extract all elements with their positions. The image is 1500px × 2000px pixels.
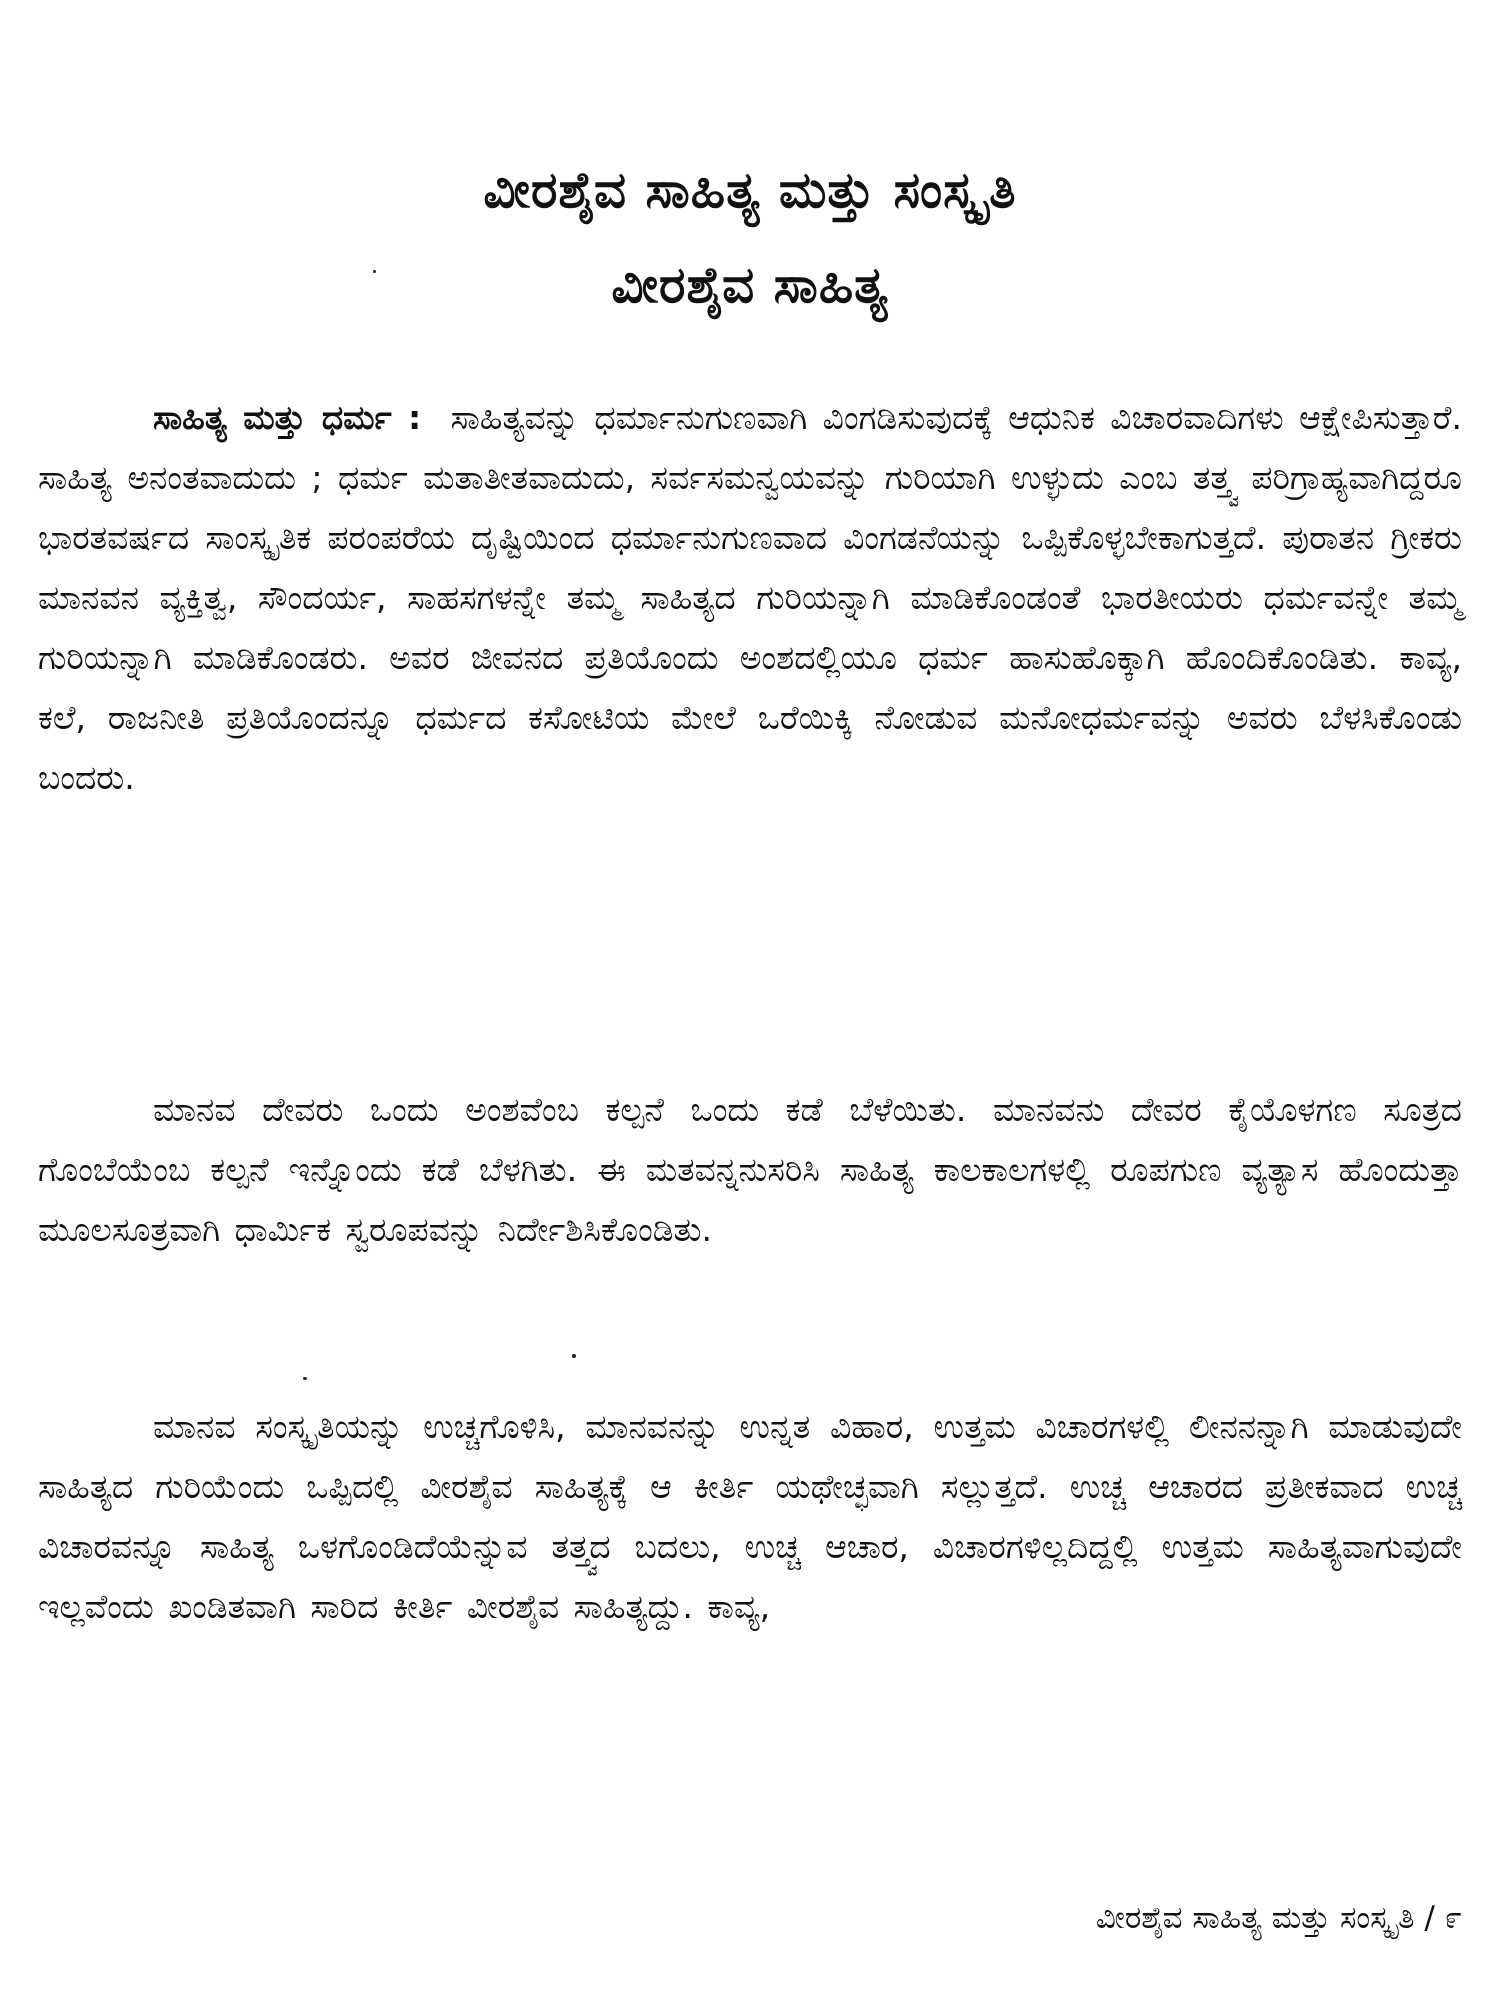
paragraph-1: [38, 388, 1462, 808]
page-footer: ವೀರಶೈವ ಸಾಹಿತ್ಯ ಮತ್ತು ಸಂಸ್ಕೃತಿ / ೯: [1095, 1900, 1462, 1936]
paragraph-lead-heading: ಸಾಹಿತ್ಯ ಮತ್ತು ಧರ್ಮ :: [153, 398, 422, 437]
scan-speck: [572, 1354, 576, 1358]
scan-speck: [373, 270, 376, 273]
paragraph-1-text: ಸಾಹಿತ್ಯವನ್ನು ಧರ್ಮಾನುಗುಣವಾಗಿ ವಿಂಗಡಿಸುವುದಕ್ಕೆ ಆಧುನಿಕ ವಿಚಾರವಾದಿಗಳು ಆಕ್ಷೇಪಿಸುತ್ತಾರೆ. ಸಾಹಿತ್ಯ ಅನಂತವಾದುದು ; ಧರ್ಮ ಮತಾತೀತವಾದುದು, ಸರ್ವಸಮನ್ವಯವನ್ನು ಗುರಿಯಾಗಿ ಉಳ್ಳುದು ಎಂಬ ತತ್ತ್ವ ಪರಿಗ್ರಾಹ್ಯವಾಗಿದ್ದರೂ ಭಾರತವರ್ಷದ ಸಾಂಸ್ಕೃತಿಕ ಪರಂಪರೆಯ ದೃಷ್ಟಿಯಿಂದ ಧರ್ಮಾನುಗುಣವಾದ ವಿಂಗಡನೆಯನ್ನು ಒಪ್ಪಿಕೊಳ್ಳಬೇಕಾಗುತ್ತದೆ. ಪುರಾತನ ಗ್ರೀಕರು ಮಾನವನ ವ್ಯಕ್ತಿತ್ವ, ಸೌಂದರ್ಯ, ಸಾಹಸಗಳನ್ನೇ ತಮ್ಮ ಸಾಹಿತ್ಯದ ಗುರಿಯನ್ನಾಗಿ ಮಾಡಿಕೊಂಡಂತೆ ಭಾರತೀಯರು ಧರ್ಮವನ್ನೇ ತಮ್ಮ ಗುರಿಯನ್ನಾಗಿ ಮಾಡಿಕೊಂಡರು. ಅವರ ಜೀವನದ ಪ್ರತಿಯೊಂದು ಅಂಶದಲ್ಲಿಯೂ ಧರ್ಮ ಹಾಸುಹೊಕ್ಕಾಗಿ ಹೊಂದಿಕೊಂಡಿತು. ಕಾವ್ಯ, ಕಲೆ, ರಾಜನೀತಿ ಪ್ರತಿಯೊಂದನ್ನೂ ಧರ್ಮದ ಕಸೋಟಿಯ ಮೇಲೆ ಒರೆಯಿಕ್ಕಿ ನೋಡುವ ಮನೋಧರ್ಮವನ್ನು ಅವರು ಬೆಳಸಿಕೊಂಡು ಬಂದರು.: [38, 398, 1462, 797]
page-title: ವೀರಶೈವ ಸಾಹಿತ್ಯ ಮತ್ತು ಸಂಸ್ಕೃತಿ: [483, 161, 1017, 219]
paragraph-3: ಮಾನವ ಸಂಸ್ಕೃತಿಯನ್ನು ಉಚ್ಚಗೊಳಿಸಿ, ಮಾನವನನ್ನು ಉನ್ನತ ವಿಹಾರ, ಉತ್ತಮ ವಿಚಾರಗಳಲ್ಲಿ ಲೀನನನ್ನಾಗಿ ಮಾಡುವುದೇ ಸಾಹಿತ್ಯದ ಗುರಿಯೆಂದು ಒಪ್ಪಿದಲ್ಲಿ ವೀರಶೈವ ಸಾಹಿತ್ಯಕ್ಕೆ ಆ ಕೀರ್ತಿ ಯಥೇಚ್ಛವಾಗಿ ಸಲ್ಲುತ್ತದೆ. ಉಚ್ಚ ಆಚಾರದ ಪ್ರತೀಕವಾದ ಉಚ್ಚ ವಿಚಾರವನ್ನೂ ಸಾಹಿತ್ಯ ಒಳಗೊಂಡಿದೆಯೆನ್ನುವ ತತ್ತ್ವದ ಬದಲು, ಉಚ್ಚ ಆಚಾರ, ವಿಚಾರಗಳಿಲ್ಲದಿದ್ದಲ್ಲಿ ಉತ್ತಮ ಸಾಹಿತ್ಯವಾಗುವುದೇ ಇಲ್ಲವೆಂದು ಖಂಡಿತವಾಗಿ ಸಾರಿದ ಕೀರ್ತಿ ವೀರಶೈವ ಸಾಹಿತ್ಯದ್ದು. ಕಾವ್ಯ,: [38, 1407, 1462, 1626]
paragraph-2: ಮಾನವ ದೇವರು ಒಂದು ಅಂಶವೆಂಬ ಕಲ್ಪನೆ ಒಂದು ಕಡೆ ಬೆಳೆಯಿತು. ಮಾನವನು ದೇವರ ಕೈಯೊಳಗಣ ಸೂತ್ರದ ಗೊಂಬೆಯೆಂಬ ಕಲ್ಪನೆ ಇನ್ನೊಂದು ಕಡೆ ಬೆಳಗಿತು. ಈ ಮತವನ್ನನುಸರಿಸಿ ಸಾಹಿತ್ಯ ಕಾಲಕಾಲಗಳಲ್ಲಿ ರೂಪಗುಣ ವ್ಯತ್ಯಾಸ ಹೊಂದುತ್ತಾ ಮೂಲಸೂತ್ರವಾಗಿ ಧಾರ್ಮಿಕ ಸ್ವರೂಪವನ್ನು ನಿರ್ದೇಶಿಸಿಕೊಂಡಿತು.: [38, 1090, 1462, 1249]
page-subtitle: ವೀರಶೈವ ಸಾಹಿತ್ಯ: [611, 256, 889, 314]
scan-speck: [303, 1377, 307, 1380]
